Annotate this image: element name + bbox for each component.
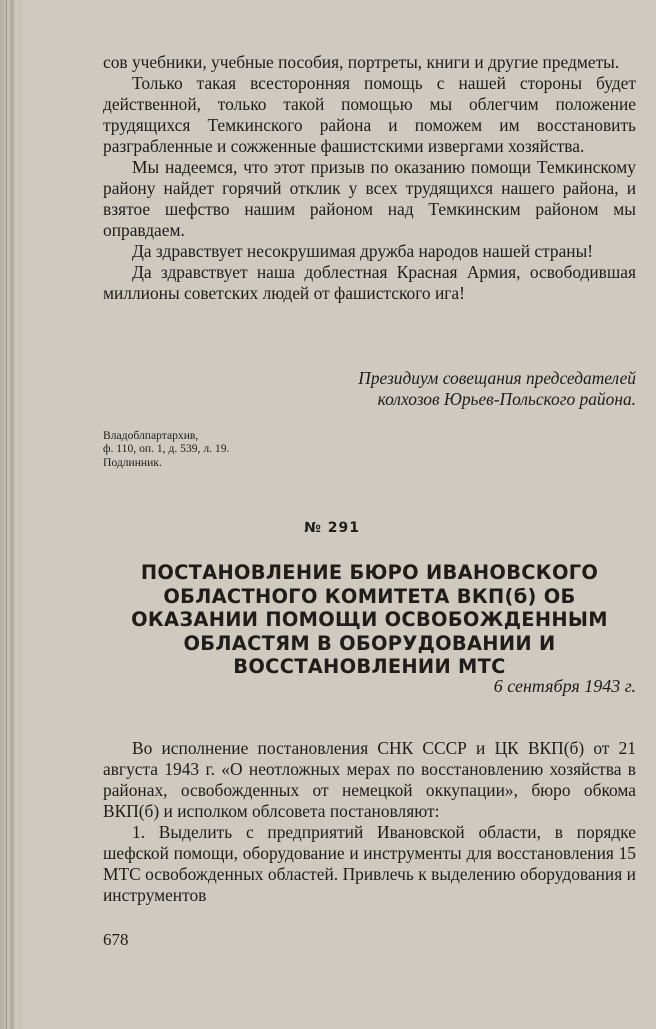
signature xyxy=(103,368,636,410)
paragraph: Да здравствует наша доблестная Красная Армия, освободившая миллионы советских людей от фашистского ига! xyxy=(103,262,636,303)
paragraph: Только такая всесторонняя помощь с нашей стороны будет действенной, только такой помощью мы облегчим положение трудящихся Темкинского района и поможем им восстановить разграбленные и сожженные фашистскими извергами хозяйства. xyxy=(103,73,636,156)
document-body xyxy=(103,738,636,906)
signature-line: колхозов Юрьев-Польского района. xyxy=(377,389,636,409)
paragraph: Во исполнение постановления СНК СССР и ЦК ВКП(б) от 21 августа 1943 г. «О неотложных мерах по восстановлению хозяйства в районах, освобожденных от немецкой оккупации», бюро обкома ВКП(б) и исполком облсовета постановляют: xyxy=(103,738,636,821)
top-text-block xyxy=(103,52,636,304)
page-spine-edge xyxy=(0,0,22,1029)
document-title: ПОСТАНОВЛЕНИЕ БЮРО ИВАНОВСКОГО ОБЛАСТНОГО КОМИТЕТА ВКП(б) ОБ ОКАЗАНИИ ПОМОЩИ ОСВОБОЖДЕННЫМ ОБЛАСТЯМ В ОБОРУДОВАНИИ И ВОССТАНОВЛЕНИИ МТС xyxy=(131,561,608,678)
paragraph: Мы надеемся, что этот призыв по оказанию помощи Темкинскому району найдет горячий отклик у всех трудящихся нашего района, и взятое шефство нашим районом над Темкинским районом мы оправдаем. xyxy=(103,157,636,240)
paragraph: 1. Выделить с предприятий Ивановской области, в порядке шефской помощи, оборудование и инструменты для восстановления 15 МТС освобожденных областей. Привлечь к выделению оборудования и инструментов xyxy=(103,822,636,905)
paragraph: Да здравствует несокрушимая дружба народов нашей страны! xyxy=(132,241,594,261)
archive-reference xyxy=(103,429,403,469)
archive-line: ф. 110, оп. 1, д. 539, л. 19. xyxy=(103,442,230,456)
document-number: № 291 xyxy=(304,520,360,536)
paragraph: сов учебники, учебные пособия, портреты, книги и другие предметы. xyxy=(103,52,620,72)
signature-line: Президиум совещания председателей xyxy=(358,368,636,388)
page-number: 678 xyxy=(103,930,129,949)
archive-line: Подлинник. xyxy=(103,455,162,469)
document-date: 6 сентября 1943 г. xyxy=(493,676,636,696)
archive-line: Владоблпартархив, xyxy=(103,429,199,442)
